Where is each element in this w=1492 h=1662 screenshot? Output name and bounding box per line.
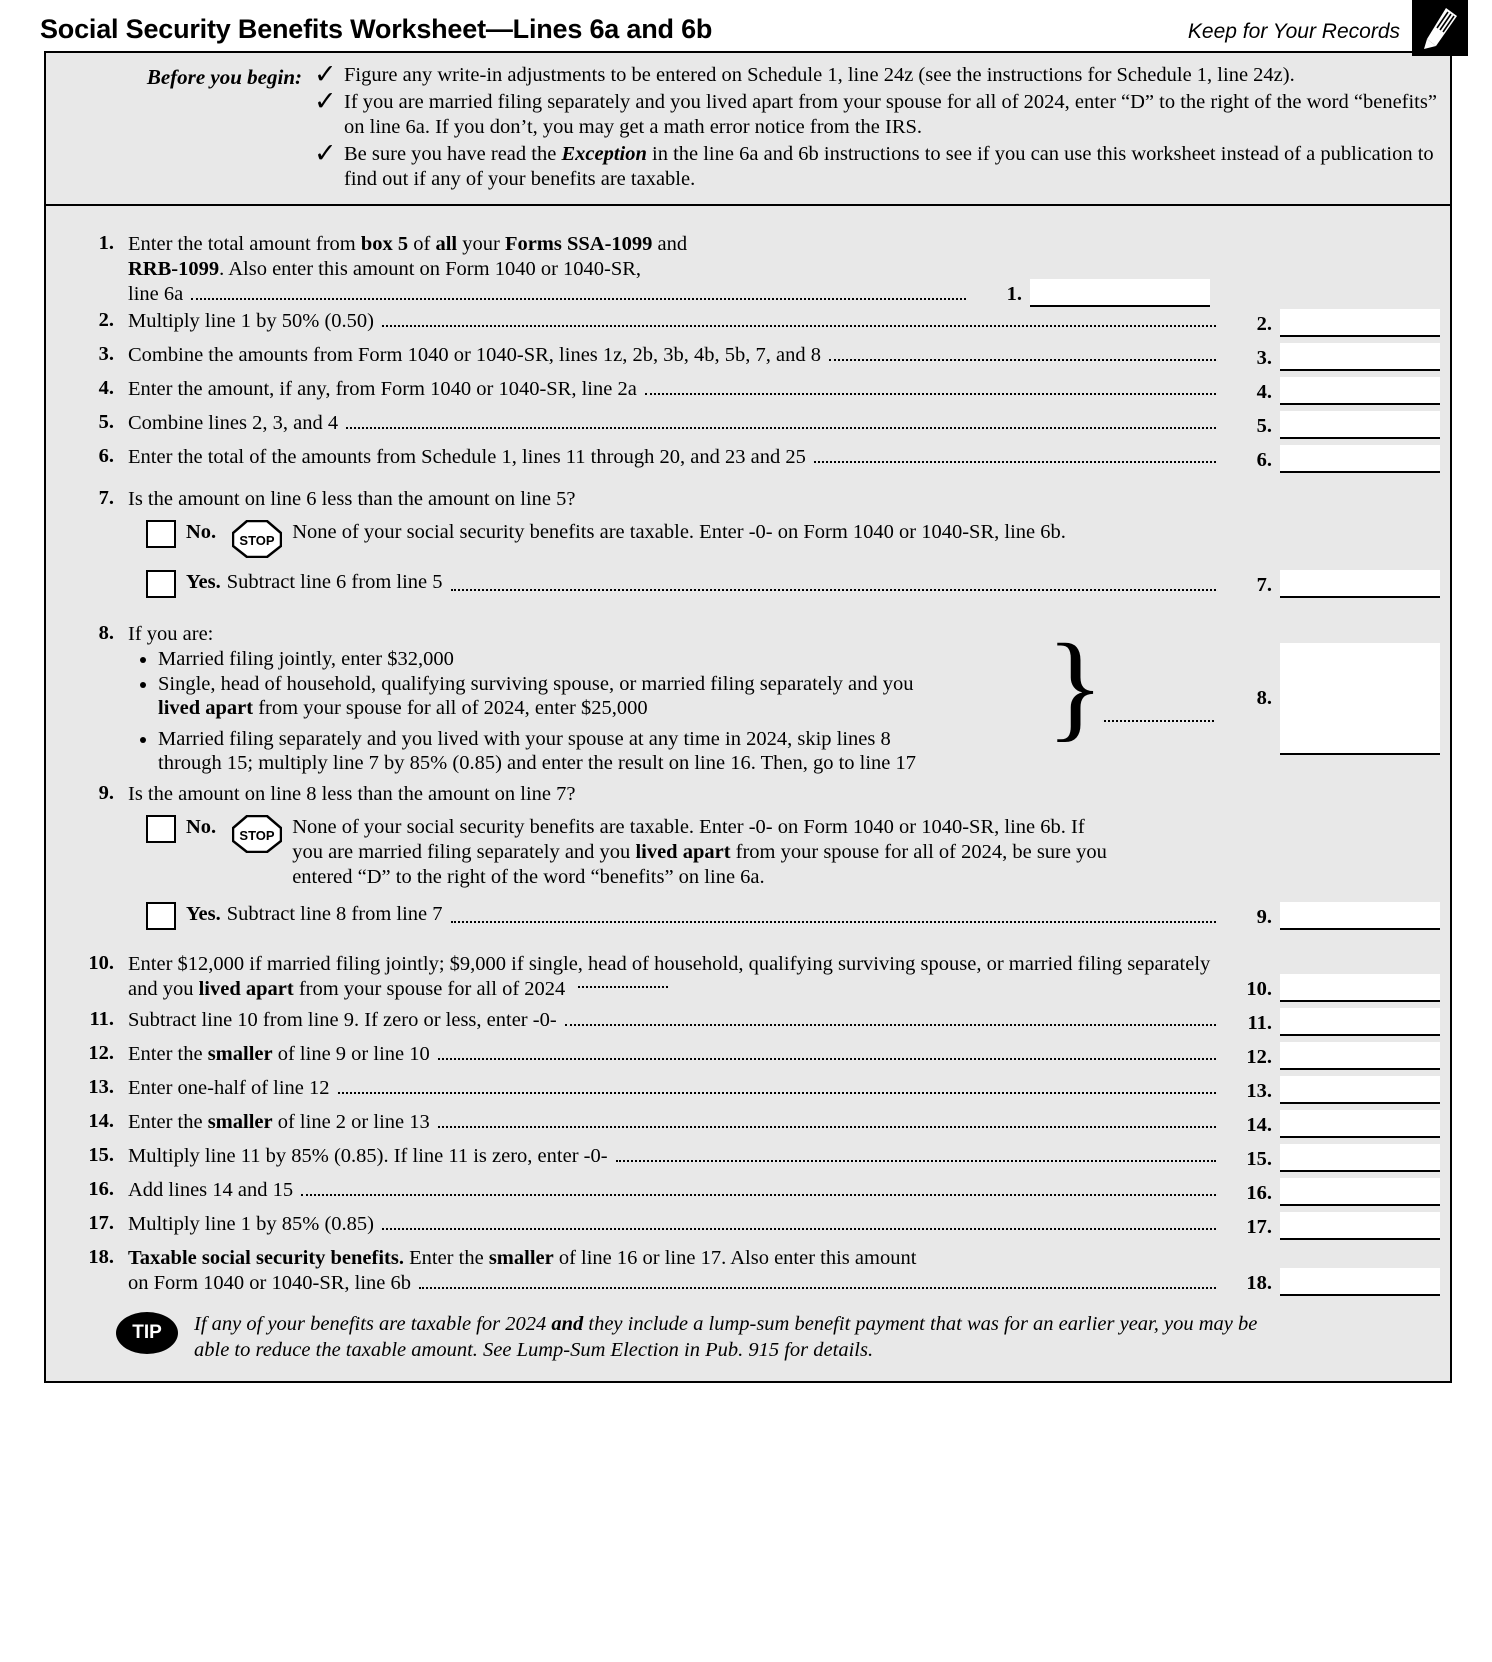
line-8-bullet: • Single, head of household, qualifying surviving spouse, or married filing separately and you lived apart from your spouse for all of 2024, enter $25,000 [158,672,918,721]
line-14 [56,1110,1440,1138]
line-11-amount-field[interactable] [1280,1008,1440,1036]
line-7-yes-checkbox[interactable] [146,570,176,598]
page-title: Social Security Benefits Worksheet—Lines 6a and 6b [40,14,713,44]
line-9-no-label: No. [186,815,217,838]
line-12-rownum: 12. [1246,1045,1272,1068]
line-number: 2. [98,309,114,331]
line-4-rownum: 4. [1256,381,1272,403]
line-11-rownum: 11. [1247,1011,1272,1034]
line-2-rownum: 2. [1256,313,1272,335]
line-10-rownum: 10. [1246,977,1272,1000]
line-16 [56,1178,1440,1206]
brace-icon: } [1046,619,1104,752]
leader-dots [565,1024,1216,1026]
line-5 [56,411,1440,439]
line-9 [56,782,1440,930]
line-2 [56,309,1440,337]
line-7-question: Is the amount on line 6 less than the amount on line 5? [128,488,576,510]
leader-dots [829,359,1216,361]
line-7 [56,487,1440,598]
leader-dots [438,1126,1216,1128]
line-7-no-label: No. [186,521,217,543]
line-number: 18. [88,1245,114,1268]
worksheet-lines [46,206,1450,1381]
line-9-question: Is the amount on line 8 less than the amount on line 7? [128,782,576,805]
line-10-amount-field[interactable] [1280,974,1440,1002]
line-17-amount-field[interactable] [1280,1212,1440,1240]
line-18-text-2: on Form 1040 or 1040-SR, line 6b [128,1271,412,1294]
line-15-amount-field[interactable] [1280,1144,1440,1172]
line-1-rownum: 1. [1006,283,1022,305]
line-number: 16. [88,1177,114,1200]
leader-dots [419,1287,1216,1289]
line-16-rownum: 16. [1246,1181,1272,1204]
stop-icon [232,815,282,853]
line-11 [56,1008,1440,1036]
line-12-text: Enter the smaller of line 9 or line 10 [128,1042,430,1065]
line-1 [56,232,1440,307]
line-13 [56,1076,1440,1104]
leader-dots [346,427,1216,429]
line-17-rownum: 17. [1246,1215,1272,1238]
line-14-amount-field[interactable] [1280,1110,1440,1138]
checkmark-icon: ✓ [314,86,337,117]
begin-item-text: Be sure you have read the Exception in the line 6a and 6b instructions to see if you can use this worksheet instead of a publication to find out if any of your benefits are taxable. [344,143,1434,190]
line-1-text: Enter the total amount from box 5 of all your Forms SSA-1099 and RRB-1099. Also enter this amount on Form 1040 or 1040-SR, line 6a [128,233,974,307]
line-6-text: Enter the total of the amounts from Schedule 1, lines 11 through 20, and 23 and 25 [128,446,806,468]
line-6 [56,445,1440,473]
line-9-yes-text: Subtract line 8 from line 7 [226,902,443,925]
line-4-amount-field[interactable] [1280,377,1440,405]
exception-emphasis: Exception [561,143,647,165]
line-number: 3. [98,343,114,365]
line-7-yes-text: Subtract line 6 from line 5 [226,571,443,593]
line-number: 4. [98,377,114,399]
leader-dots [814,461,1216,463]
line-number: 14. [88,1109,114,1132]
before-you-begin-section [46,53,1450,206]
worksheet-body [44,51,1452,1383]
leader-dots [438,1058,1216,1060]
begin-item-text: Figure any write-in adjustments to be entered on Schedule 1, line 24z (see the instructions for Schedule 1, line 24z). [344,64,1295,86]
line-3 [56,343,1440,371]
pencil-icon [1412,0,1468,56]
line-4-text: Enter the amount, if any, from Form 1040 or 1040-SR, line 2a [128,378,637,400]
leader-dots [301,1194,1216,1196]
leader-dots [191,298,966,300]
line-18-text: Taxable social security benefits. Enter the smaller of line 16 or line 17. Also enter this amount [128,1246,917,1269]
line-3-text: Combine the amounts from Form 1040 or 1040-SR, lines 1z, 2b, 3b, 4b, 5b, 7, and 8 [128,344,821,366]
line-number: 7. [98,487,114,509]
line-7-amount-field[interactable] [1280,570,1440,598]
line-2-amount-field[interactable] [1280,309,1440,337]
svg-text:STOP: STOP [239,827,275,843]
line-number: 9. [98,781,114,804]
line-number: 17. [88,1211,114,1234]
leader-dots [451,921,1216,923]
svg-text:STOP: STOP [239,533,275,548]
checkmark-icon: ✓ [314,59,337,90]
line-number: 13. [88,1075,114,1098]
line-14-rownum: 14. [1246,1113,1272,1136]
tip-note [116,1312,1440,1363]
line-15-rownum: 15. [1246,1147,1272,1170]
leader-dots [578,986,668,988]
line-10 [56,952,1440,1002]
line-7-no-checkbox[interactable] [146,520,176,548]
line-number: 5. [98,411,114,433]
begin-item [314,138,1442,192]
line-number: 11. [89,1007,114,1030]
line-2-text: Multiply line 1 by 50% (0.50) [128,310,374,332]
line-15-text: Multiply line 11 by 85% (0.85). If line 11 is zero, enter -0- [128,1144,608,1167]
line-3-rownum: 3. [1256,347,1272,369]
line-17-text: Multiply line 1 by 85% (0.85) [128,1212,374,1235]
line-8-amount-field[interactable] [1280,643,1440,755]
line-number: 6. [98,445,114,467]
line-5-text: Combine lines 2, 3, and 4 [128,412,339,434]
line-4 [56,377,1440,405]
line-9-no-option [146,815,1224,890]
line-8-bullet: • Married filing separately and you lived with your spouse at any time in 2024, skip lines 8 through 15; multiply line 7 by 85% (0.85) and enter the result on line 16. Then, go to line 17 [158,727,918,776]
leader-dots [645,393,1216,395]
line-number: 10. [88,951,114,974]
line-13-rownum: 13. [1246,1079,1272,1102]
line-8-intro: If you are: [128,623,214,645]
tip-badge: TIP [116,1312,178,1354]
line-9-yes-option [146,902,1224,930]
leader-dots [382,325,1216,327]
line-number: 15. [88,1143,114,1166]
line-7-yes-label: Yes. [186,571,221,593]
begin-item-text: If you are married filing separately and you lived apart from your spouse for all of 2024, enter “D” to the right of the word “benefits” on line 6a. If you don’t, you may get a math error notice from the IRS. [344,91,1437,138]
line-17 [56,1212,1440,1240]
line-16-text: Add lines 14 and 15 [128,1178,294,1201]
leader-dots [338,1092,1216,1094]
line-11-text: Subtract line 10 from line 9. If zero or less, enter -0- [128,1008,557,1031]
line-9-no-text: None of your social security benefits are taxable. Enter -0- on Form 1040 or 1040-SR, line 6b. If you are married filing separately and you lived apart from your spouse for all of 2024, be sure you entered “D” to the right of the word “benefits” on line 6a. [292,815,1107,888]
line-number: 12. [88,1041,114,1064]
line-9-rownum: 9. [1256,905,1272,928]
checkmark-icon: ✓ [314,138,337,169]
line-7-no-text: None of your social security benefits are taxable. Enter -0- on Form 1040 or 1040-SR, line 6b. [292,521,1066,543]
line-8-rownum: 8. [1256,686,1272,709]
line-number: 1. [98,232,114,254]
leader-dots [616,1160,1216,1162]
line-18-rownum: 18. [1246,1271,1272,1294]
line-6-rownum: 6. [1256,449,1272,471]
line-14-text: Enter the smaller of line 2 or line 13 [128,1110,430,1133]
line-9-yes-checkbox[interactable] [146,902,176,930]
line-9-no-checkbox[interactable] [146,815,176,843]
tip-text: If any of your benefits are taxable for 2024 and they include a lump-sum benefit payment that was for an earlier year, you may be able to reduce the taxable amount. See Lump-Sum Election in Pub. 915 for details. [194,1312,1258,1361]
line-13-amount-field[interactable] [1280,1076,1440,1104]
line-5-rownum: 5. [1256,415,1272,437]
before-you-begin-label: Before you begin: [146,65,302,89]
line-1-text-c: line 6a [128,283,184,305]
line-6-amount-field[interactable] [1280,445,1440,473]
line-7-no-option [146,520,1224,558]
leader-dots [451,589,1216,591]
line-7-yes-option [146,570,1224,598]
stop-icon [232,520,282,558]
line-16-amount-field[interactable] [1280,1178,1440,1206]
keep-for-records-note: Keep for Your Records [1187,20,1400,43]
line-8-bullet: • Married filing jointly, enter $32,000 [158,647,918,672]
line-5-amount-field[interactable] [1280,411,1440,439]
line-18-amount-field[interactable] [1280,1268,1440,1296]
line-3-amount-field[interactable] [1280,343,1440,371]
line-10-text: Enter $12,000 if married filing jointly; $9,000 if single, head of household, qualifying surviving spouse, or married filing separately and you lived apart from your spouse for all of 2024 [128,952,1211,1000]
line-number: 8. [98,622,114,644]
begin-item [314,86,1442,140]
title-row [24,8,1468,51]
line-1-amount-field[interactable] [1030,279,1210,307]
line-8-bullets [128,647,918,776]
line-12 [56,1042,1440,1070]
line-18 [56,1246,1440,1296]
line-15 [56,1144,1440,1172]
line-9-yes-label: Yes. [186,902,221,925]
line-13-text: Enter one-half of line 12 [128,1076,330,1099]
leader-dots [382,1228,1216,1230]
line-7-rownum: 7. [1256,574,1272,596]
line-8 [56,619,1440,776]
line-12-amount-field[interactable] [1280,1042,1440,1070]
begin-item [314,59,1442,90]
line-9-amount-field[interactable] [1280,902,1440,930]
